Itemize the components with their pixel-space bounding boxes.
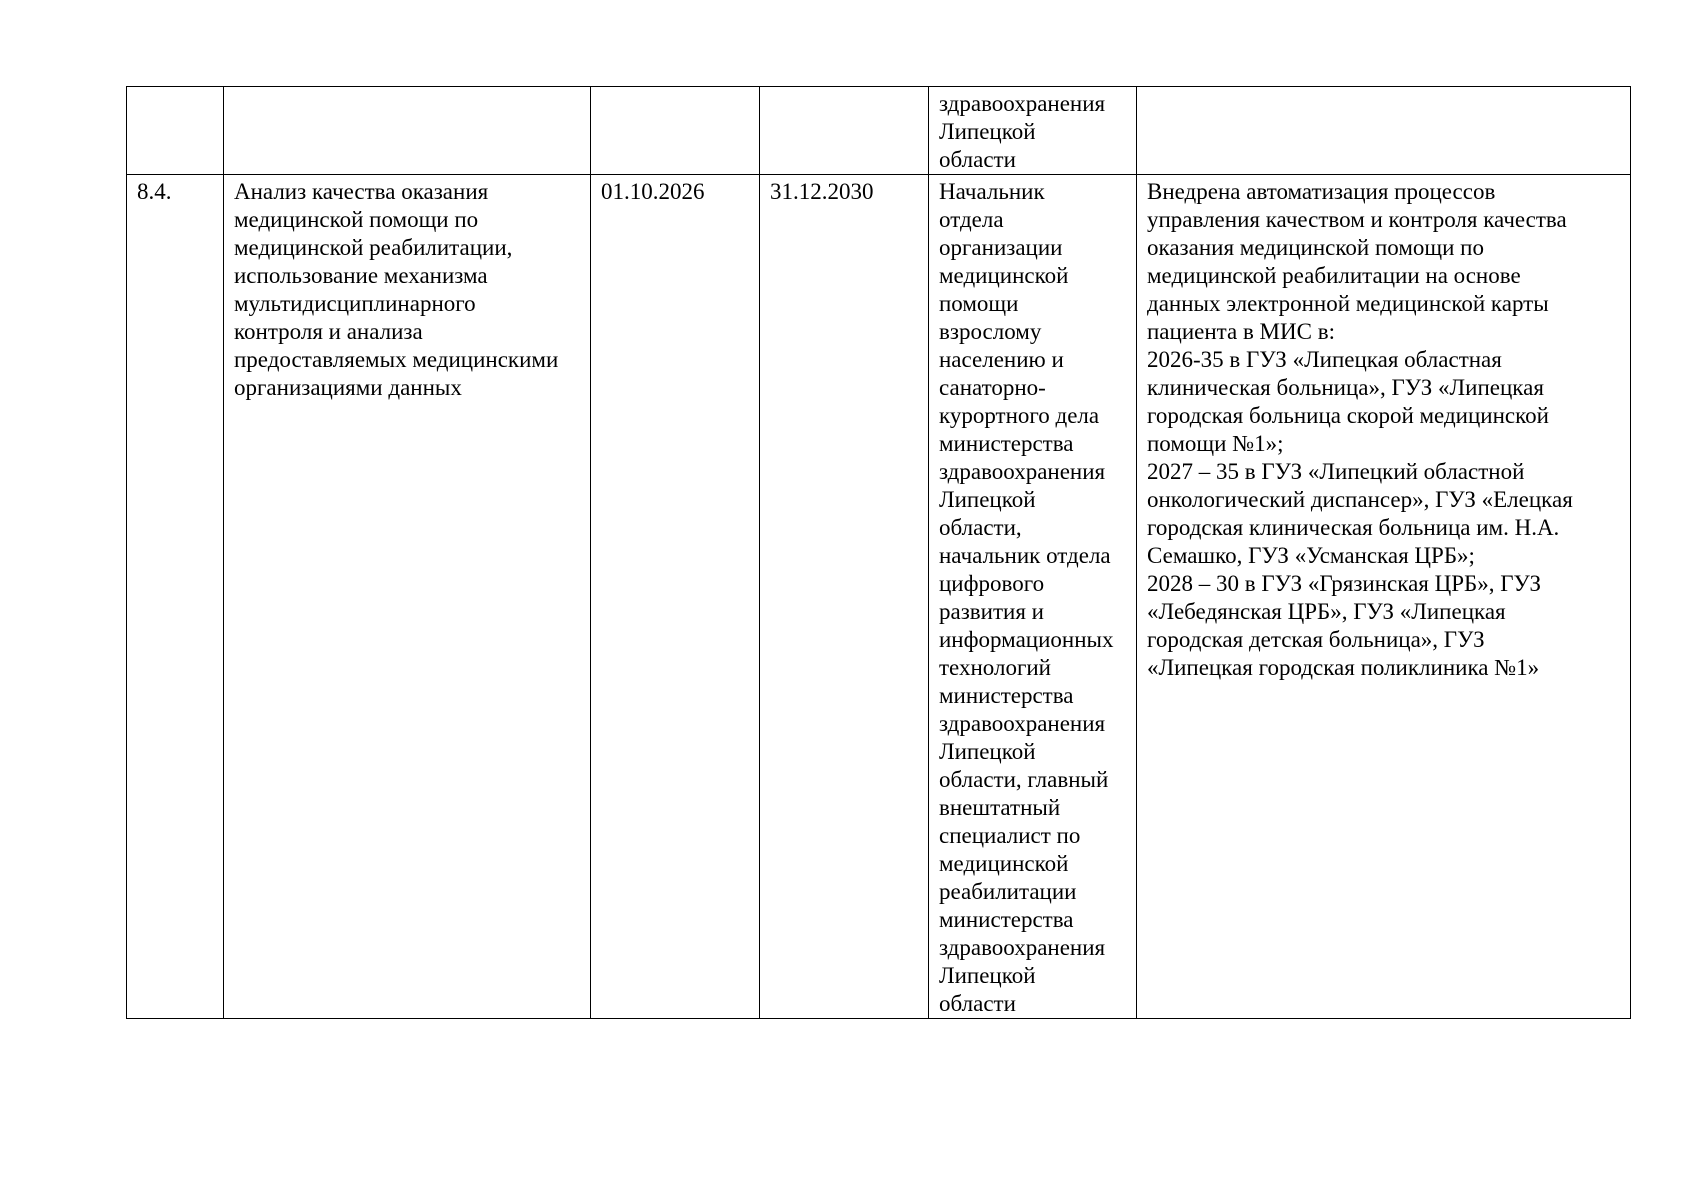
table-row-8-4 [127,175,1631,1019]
cell-start-date: 01.10.2026 [591,175,760,1019]
cell-end-date [760,87,929,175]
cell-name: Анализ качества оказания медицинской помощи по медицинской реабилитации, использование механизма мультидисциплинарного контроля и анализа предоставляемых медицинскими организациями данных [224,175,591,1019]
cell-number: 8.4. [127,175,224,1019]
cell-result [1137,87,1631,175]
cell-name [224,87,591,175]
cell-responsible: Начальник отдела организации медицинской помощи взрослому населению и санаторно- курортного дела министерства здравоохранения Липецкой области, начальник отдела цифрового развития и информационных технологий министерства здравоохранения Липецкой области, главный внештатный специалист по медицинской реабилитации министерства здравоохранения Липецкой области [929,175,1137,1019]
cell-start-date [591,87,760,175]
cell-result: Внедрена автоматизация процессов управления качеством и контроля качества оказания медицинской помощи по медицинской реабилитации на основе данных электронной медицинской карты пациента в МИС в: 2026-35 в ГУЗ «Липецкая областная клиническая больница», ГУЗ «Липецкая городская больница скорой медицинской помощи №1»; 2027 – 35 в ГУЗ «Липецкий областной онкологический диспансер», ГУЗ «Елецкая городская клиническая больница им. Н.А. Семашко, ГУЗ «Усманская ЦРБ»; 2028 – 30 в ГУЗ «Грязинская ЦРБ», ГУЗ «Лебедянская ЦРБ», ГУЗ «Липецкая городская детская больница», ГУЗ «Липецкая городская поликлиника №1» [1137,175,1631,1019]
plan-table [126,86,1631,1019]
cell-number [127,87,224,175]
cell-end-date: 31.12.2030 [760,175,929,1019]
cell-responsible: здравоохранения Липецкой области [929,87,1137,175]
table-row-continuation [127,87,1631,175]
